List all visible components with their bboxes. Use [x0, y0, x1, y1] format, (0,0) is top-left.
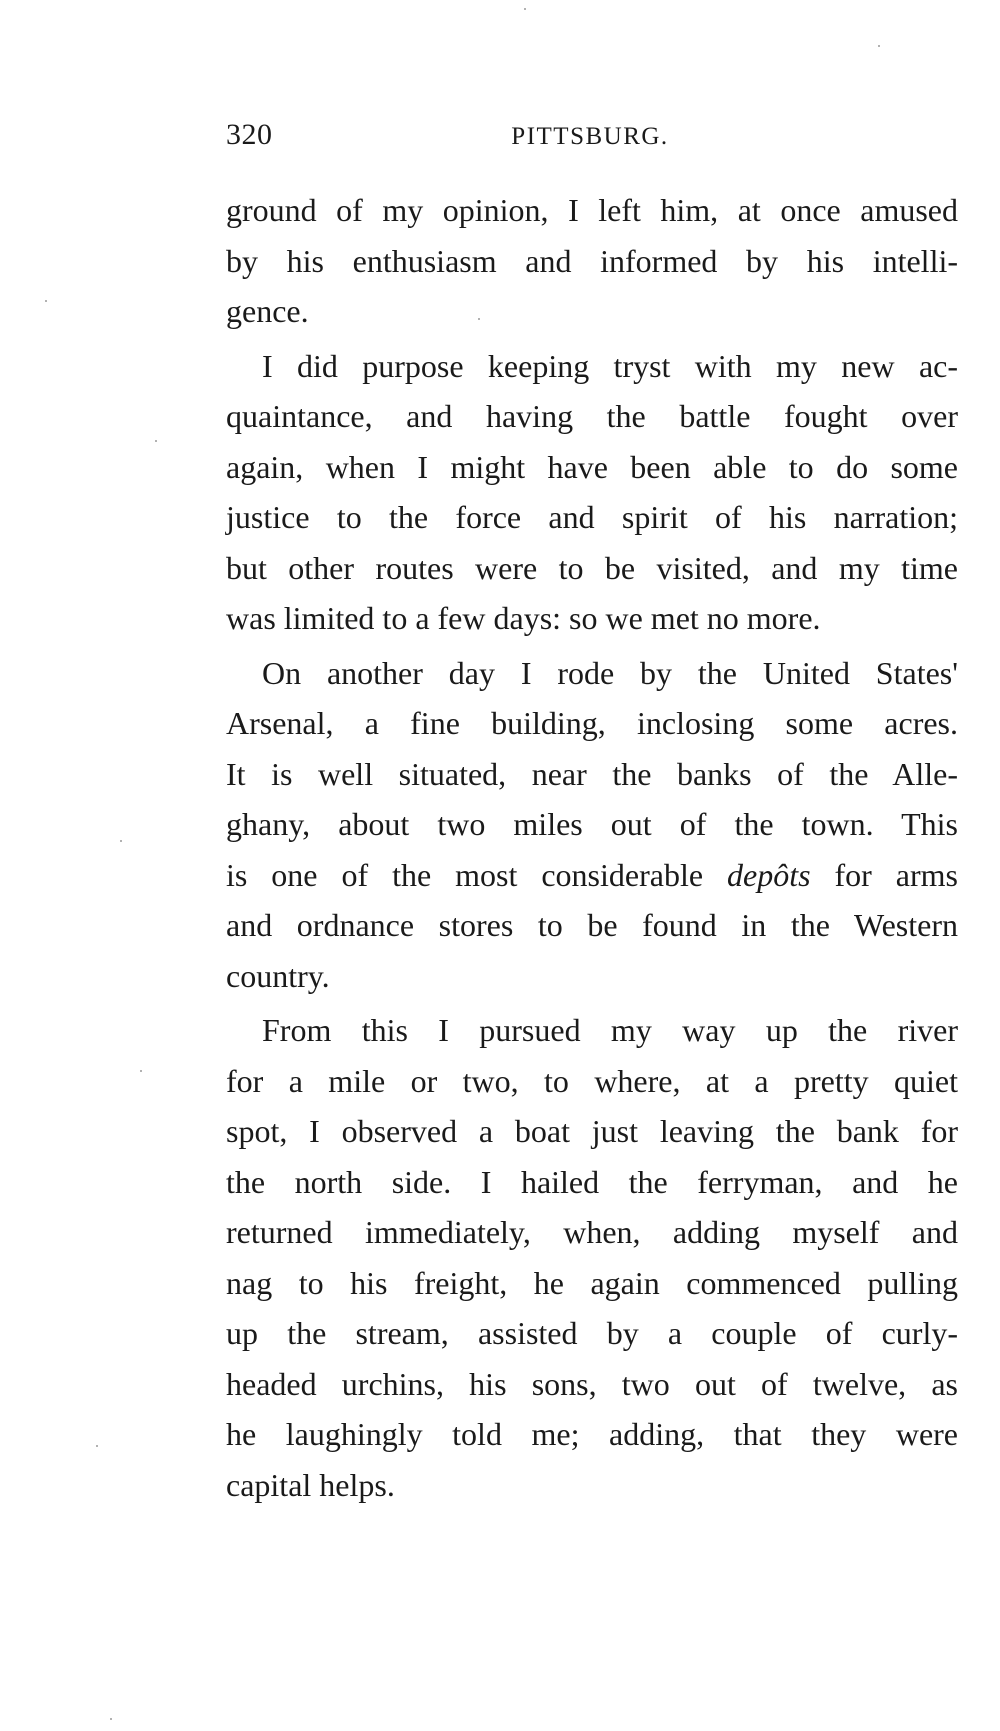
paper-speck — [120, 840, 122, 842]
text-line: justice to the force and spirit of his narration; — [226, 499, 958, 535]
paper-speck — [96, 1445, 98, 1447]
text-line: It is well situated, near the banks of the Alle- — [226, 755, 958, 792]
paper-speck — [478, 318, 480, 320]
text-line-with-italic — [226, 850, 958, 901]
text-line: he laughingly told me; adding, that they were — [226, 1416, 958, 1452]
text-line: ghany, about two miles out of the town. This — [226, 806, 958, 842]
text-line: again, when I might have been able to do some — [226, 448, 958, 485]
text-fragment: is one of the most considerable — [226, 856, 728, 893]
text-line: by his enthusiasm and informed by his intelli- — [226, 242, 958, 279]
page-number: 320 — [226, 118, 273, 151]
running-head: PITTSBURG. — [511, 123, 669, 150]
text-line: nag to his freight, he again commenced pulling — [226, 1264, 958, 1301]
body-text — [226, 185, 958, 1510]
text-line: ground of my opinion, I left him, at once amused — [226, 192, 958, 228]
paragraph-3 — [226, 648, 958, 1002]
text-line: headed urchins, his sons, two out of twelve, as — [226, 1365, 958, 1402]
paper-speck — [110, 1718, 112, 1720]
paper-speck — [878, 45, 880, 47]
text-line: country. — [226, 957, 330, 994]
paragraph-4 — [226, 1005, 958, 1510]
page-header — [226, 118, 954, 158]
text-line: but other routes were to be visited, and my time — [226, 549, 958, 586]
paragraph-1 — [226, 185, 958, 337]
text-line: On another day I rode by the United States' — [262, 654, 958, 691]
paragraph-2 — [226, 341, 958, 644]
text-line: was limited to a few days: so we met no more. — [226, 600, 821, 636]
text-line: quaintance, and having the battle fought over — [226, 398, 958, 434]
text-line: capital helps. — [226, 1466, 395, 1503]
text-line: From this I pursued my way up the river — [262, 1012, 958, 1048]
paper-speck — [140, 1070, 142, 1072]
text-line: returned immediately, when, adding myself and — [226, 1214, 958, 1250]
text-line: spot, I observed a boat just leaving the bank for — [226, 1113, 958, 1149]
paper-speck — [45, 300, 47, 302]
text-line: the north side. I hailed the ferryman, and he — [226, 1163, 958, 1200]
paper-speck — [155, 440, 157, 442]
text-line: I did purpose keeping tryst with my new ac- — [262, 347, 958, 384]
text-line: gence. — [226, 293, 309, 329]
text-line: for a mile or two, to where, at a pretty quiet — [226, 1062, 958, 1099]
text-fragment: for arms — [810, 856, 959, 893]
italic-word: depôts — [727, 856, 811, 893]
text-line: Arsenal, a fine building, inclosing some acres. — [226, 705, 958, 741]
text-line: up the stream, assisted by a couple of curly- — [226, 1315, 958, 1351]
paper-speck — [524, 8, 526, 10]
text-line: and ordnance stores to be found in the Western — [226, 907, 958, 943]
